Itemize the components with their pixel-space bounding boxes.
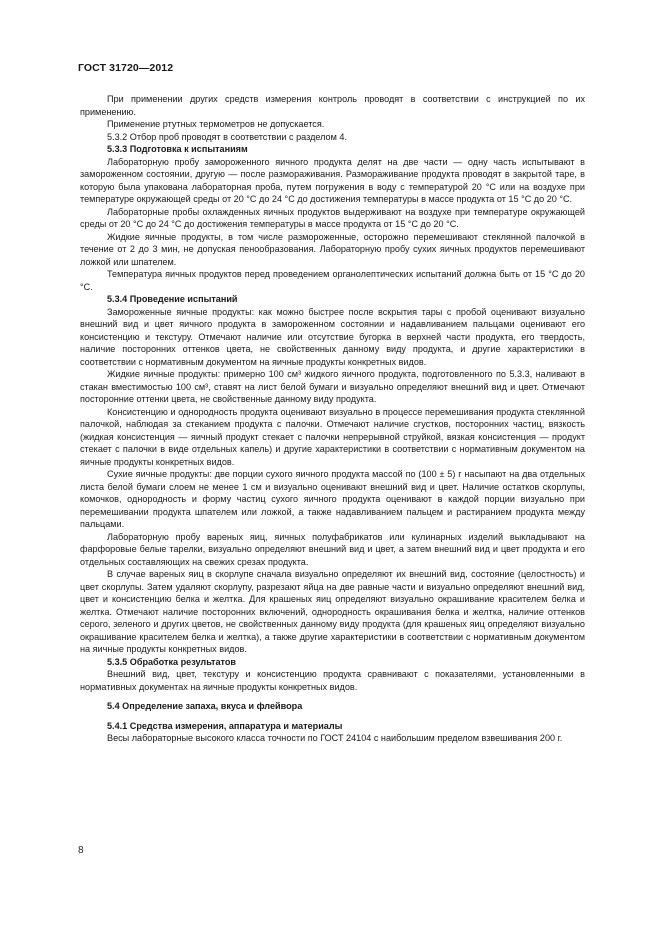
document-body — [80, 93, 585, 745]
paragraph: Лабораторную пробу замороженного яичного продукта делят на две части — одну часть испытывают в замороженном состоянии, другую — после размораживания. Размораживание продукта проводят в закрытой таре, в которую была упакована лабораторная проба, путем погружения в воду с температурой 20 °C или на воздухе при температуре окружающей среды от 20 °C до 24 °C до достижения температуры в массе продукта от 15 °C до 20 °C. — [80, 156, 585, 204]
paragraph: Применение ртутных термометров не допускается. — [107, 119, 325, 129]
section-heading-5-3-4: 5.3.4 Проведение испытаний — [107, 294, 238, 304]
paragraph: Весы лабораторные высокого класса точности по ГОСТ 24104 с наибольшим пределом взвешивания 200 г. — [107, 733, 563, 743]
paragraph: Лабораторные пробы охлажденных яичных продуктов выдерживают на воздухе при температуре окружающей среды от 20 °C до 24 °C до достижения температуры в массе продукта от 15 °C до 20 °C. — [80, 206, 585, 229]
paragraph: Жидкие яичные продукты: примерно 100 см³ жидкого яичного продукта, подготовленного по 5.3.3, наливают в стакан вместимостью 100 см³, ставят на лист белой бумаги и визуально определяют внешний вид и цвет. Отмечают посторонние оттенки цвета, не свойственные данному виду продукта. — [80, 369, 585, 404]
paragraph: Замороженные яичные продукты: как можно быстрее после вскрытия тары с пробой оценивают визуально внешний вид и цвет яичного продукта в замороженном состоянии и надавливанием пальцами оценивают его консистенцию и текстуру. Отмечают наличие или отсутствие бугорка в верхней части продукта, его твердость, наличие посторонних оттенков цвета, не свойственных данному виду продукта, и другие характеристики в соответствии с нормативным документом на яичные продукты конкретных видов. — [80, 306, 585, 367]
paragraph: В случае вареных яиц в скорлупе сначала визуально определяют их внешний вид, состояние (целостность) и цвет скорлупы. Затем удаляют скорлупу, разрезают яйца на две равные части и визуально определяют внешний вид, цвет и консистенцию белка и желтка. Для крашеных яиц определяют визуально окрашивание красителем белка и желтка. Отмечают наличие посторонних включений, однородность окрашивания белка и желтка, наличие оттенков серого, зеленого и других цветов, не свойственных данному виду продукта (для крашеных яиц определяют визуально окрашивание красителем белка и желтка), а также другие характеристики в соответствии с нормативным документом на яичные продукты конкретных видов. — [80, 569, 585, 654]
document-header: ГОСТ 31720—2012 — [78, 62, 174, 74]
paragraph: Температура яичных продуктов перед проведением органолептических испытаний должна быть от 15 °C до 20 °C. — [80, 269, 585, 292]
paragraph: Консистенцию и однородность продукта оценивают визуально в процессе перемешивания продукта стеклянной палочкой, наблюдая за стеканием продукта с палочки. Отмечают наличие сгустков, посторонних частиц, вязкость (жидкая консистенция — яичный продукт стекает с палочки непрерывной струйкой, вязкая консистенция — продукт стекает с палочки в виде отдельных капель) и другие характеристики в соответствии с нормативным документом на яичные продукты конкретных видов. — [80, 406, 585, 467]
paragraph: При применении других средств измерения контроль проводят в соответствии с инструкцией по их применению. — [80, 94, 585, 117]
section-heading-5-4: 5.4 Определение запаха, вкуса и флейвора — [107, 701, 303, 711]
section-heading-5-3-3: 5.3.3 Подготовка к испытаниям — [107, 144, 248, 154]
section-heading-5-4-1: 5.4.1 Средства измерения, аппаратура и материалы — [107, 720, 343, 731]
paragraph: 5.3.2 Отбор проб проводят в соответствии с разделом 4. — [107, 131, 347, 142]
page-number: 8 — [78, 845, 84, 856]
section-heading-5-3-5: 5.3.5 Обработка результатов — [107, 656, 236, 667]
paragraph: Лабораторную пробу вареных яиц, яичных полуфабрикатов или кулинарных изделий выкладывают на фарфоровые белые тарелки, визуально определяют внешний вид и цвет, а затем внешний вид и цвет продукта и его отдельных составляющих на свежих срезах продукта. — [80, 531, 585, 567]
paragraph: Жидкие яичные продукты, в том числе размороженные, осторожно перемешивают стеклянной палочкой в течение от 2 до 3 мин, не допуская пенообразования. Лабораторную пробу сухих яичных продуктов перемешивают ложкой или шпателем. — [80, 231, 585, 267]
paragraph: Внешний вид, цвет, текстуру и консистенцию продукта сравнивают с показателями, установленными в нормативных документах на яичные продукты конкретных видов. — [80, 669, 585, 692]
paragraph: Сухие яичные продукты: две порции сухого яичного продукта массой по (100 ± 5) г насыпают на два отдельных листа белой бумаги слоем не менее 1 см и визуально оценивают внешний вид и цвет. Наличие остатков скорлупы, комочков, однородность и форму частиц сухого яичного продукта оценивают в каждой порции визуально при перемешивании продукта шпателем или ложкой, а также надавливанием пальцем и растиранием продукта между пальцами. — [80, 469, 585, 529]
